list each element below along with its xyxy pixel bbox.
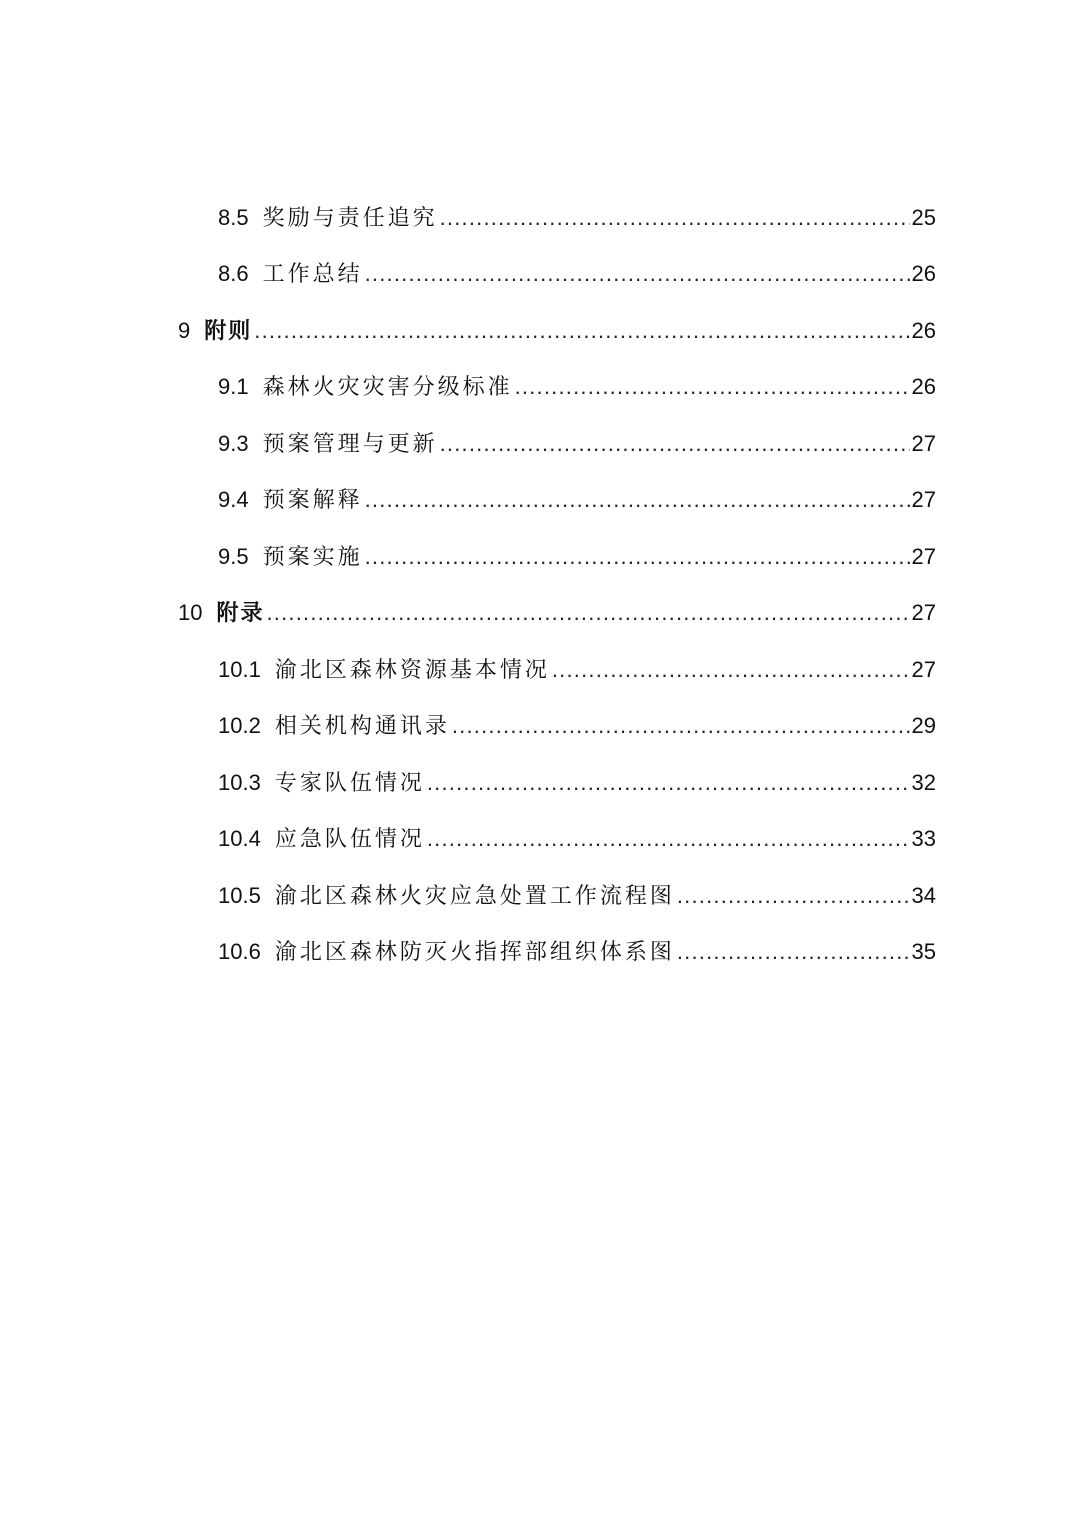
toc-number: 10.3: [218, 769, 261, 795]
toc-title: 渝北区森林火灾应急处置工作流程图: [274, 883, 675, 909]
toc-leader-dots: [427, 826, 910, 852]
toc-leader-dots: [552, 657, 910, 683]
toc-leader-dots: [365, 544, 910, 570]
toc-leader-dots: [677, 939, 910, 965]
toc-leader-dots: [365, 487, 910, 513]
toc-leader-dots: [515, 374, 910, 400]
toc-title: 相关机构通讯录: [274, 714, 450, 740]
toc-page-number: 29: [911, 713, 936, 739]
toc-page-number: 33: [911, 826, 936, 852]
toc-page-number: 27: [911, 656, 936, 682]
toc-number: 10: [178, 600, 203, 626]
toc-number: 8.6: [218, 261, 249, 287]
toc-title: 渝北区森林防灭火指挥部组织体系图: [274, 940, 675, 966]
toc-title: 附则: [204, 318, 253, 344]
toc-title: 附录: [216, 601, 265, 627]
toc-title: 奖励与责任追究: [262, 205, 438, 231]
toc-title: 渝北区森林资源基本情况: [274, 657, 550, 683]
toc-leader-dots: [267, 600, 910, 626]
toc-page-number: 27: [911, 487, 936, 513]
toc-page-number: 26: [911, 317, 936, 343]
toc-leader-dots: [365, 261, 910, 287]
toc-title: 应急队伍情况: [274, 827, 425, 853]
toc-leader-dots: [677, 883, 910, 909]
toc-number: 9.4: [218, 487, 249, 513]
toc-page-number: 26: [911, 261, 936, 287]
toc-entry-8-5[interactable]: [0, 188, 1074, 245]
toc-entry-9-5[interactable]: [0, 527, 1074, 584]
toc-page-number: 35: [911, 939, 936, 965]
table-of-contents: [0, 188, 1074, 979]
toc-page-number: 27: [911, 600, 936, 626]
toc-title: 工作总结: [262, 262, 363, 288]
toc-entry-10-1[interactable]: [0, 640, 1074, 697]
toc-number: 9.1: [218, 374, 249, 400]
toc-page-number: 26: [911, 374, 936, 400]
toc-number: 9: [178, 317, 191, 343]
toc-entry-9-4[interactable]: [0, 471, 1074, 528]
toc-leader-dots: [440, 205, 910, 231]
toc-page-number: 32: [911, 769, 936, 795]
toc-entry-10-2[interactable]: [0, 697, 1074, 754]
toc-entry-9[interactable]: [0, 301, 1074, 358]
toc-title: 专家队伍情况: [274, 770, 425, 796]
toc-number: 10.5: [218, 882, 261, 908]
toc-title: 森林火灾灾害分级标准: [262, 375, 513, 401]
toc-entry-10-5[interactable]: [0, 866, 1074, 923]
toc-entry-10-6[interactable]: [0, 923, 1074, 980]
toc-number: 10.2: [218, 713, 261, 739]
toc-page-number: 34: [911, 882, 936, 908]
toc-leader-dots: [452, 713, 910, 739]
toc-entry-8-6[interactable]: [0, 245, 1074, 302]
toc-number: 8.5: [218, 204, 249, 230]
toc-entry-10-4[interactable]: [0, 810, 1074, 867]
toc-leader-dots: [440, 431, 910, 457]
toc-entry-9-3[interactable]: [0, 414, 1074, 471]
toc-entry-10-3[interactable]: [0, 753, 1074, 810]
toc-number: 10.6: [218, 939, 261, 965]
toc-leader-dots: [254, 318, 909, 344]
toc-page-number: 25: [911, 204, 936, 230]
toc-entry-10[interactable]: [0, 584, 1074, 641]
toc-title: 预案实施: [262, 544, 363, 570]
toc-title: 预案管理与更新: [262, 431, 438, 457]
toc-number: 10.4: [218, 826, 261, 852]
toc-title: 预案解释: [262, 488, 363, 514]
toc-number: 10.1: [218, 656, 261, 682]
toc-number: 9.3: [218, 430, 249, 456]
toc-leader-dots: [427, 770, 910, 796]
toc-page-number: 27: [911, 430, 936, 456]
toc-page-number: 27: [911, 543, 936, 569]
toc-entry-9-1[interactable]: [0, 358, 1074, 415]
toc-number: 9.5: [218, 543, 249, 569]
